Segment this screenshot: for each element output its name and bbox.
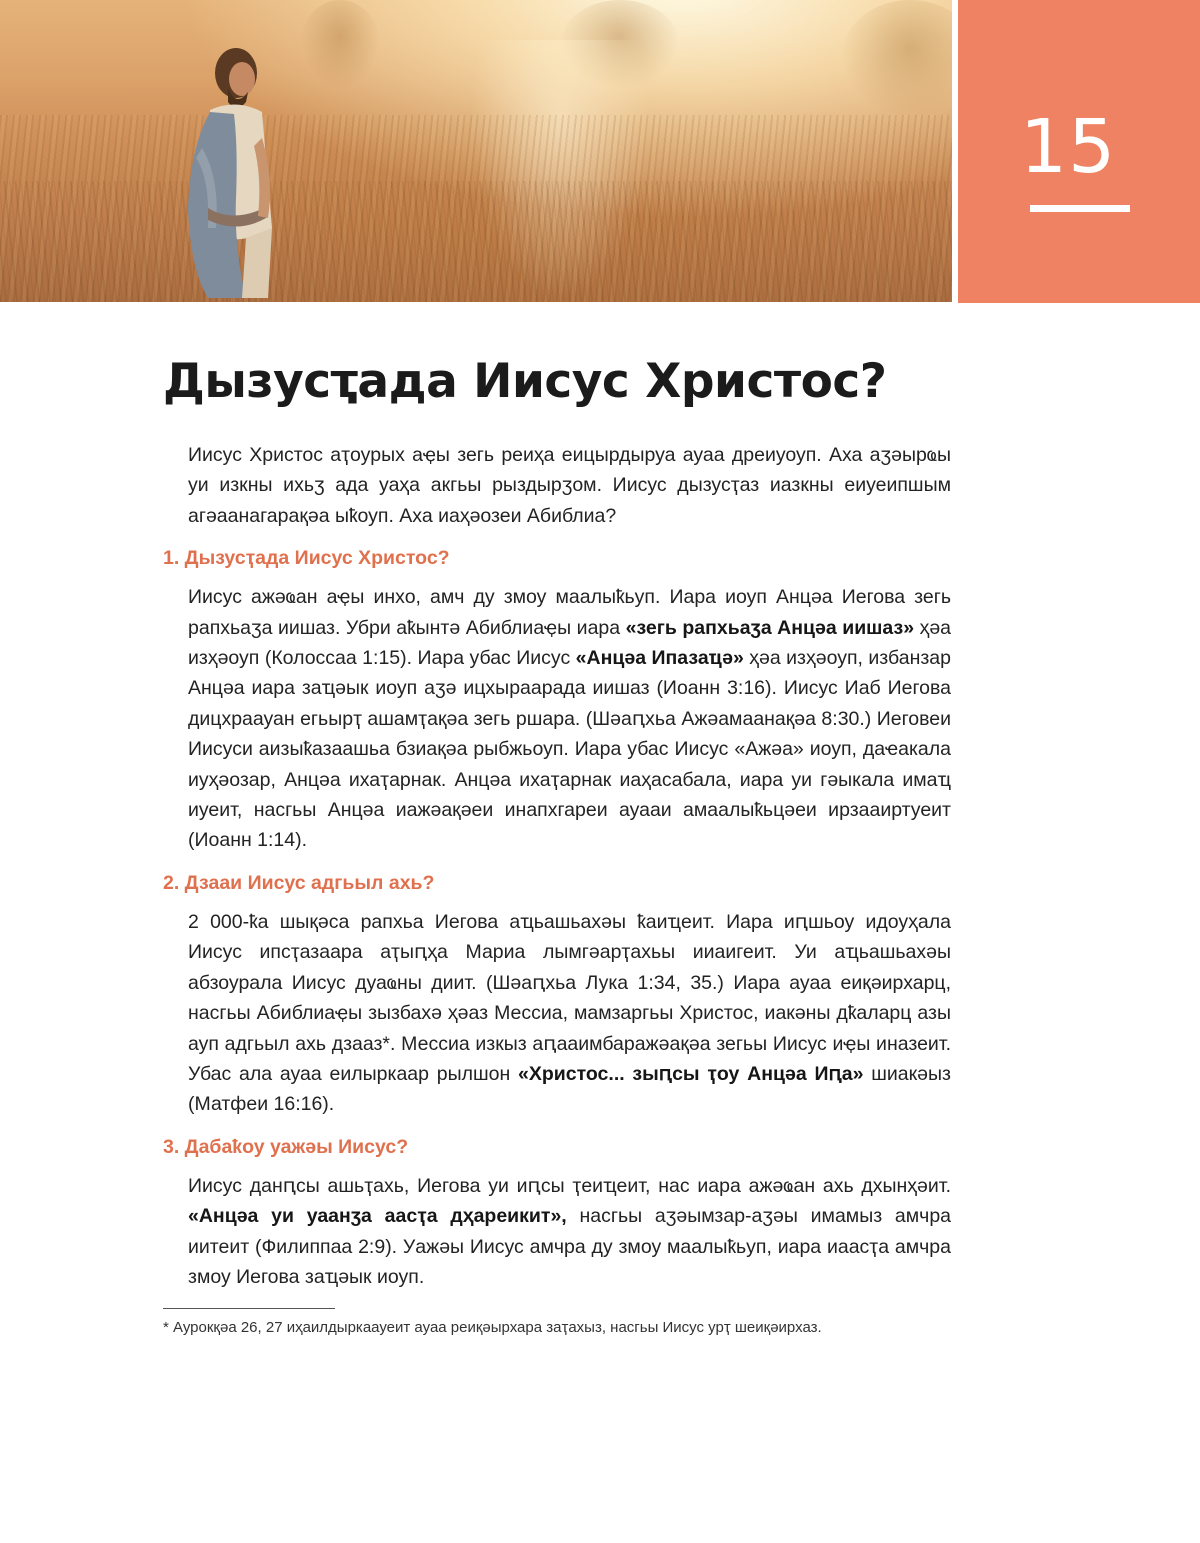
question-heading: 3. Дабаҟоу уажәы Иисус? xyxy=(163,1135,409,1158)
text-run: ҳәа изҳәоуп (Колоссаа 1:15). Иара убас Иисус xyxy=(188,616,952,670)
text-run: насгьы аӡәымзар-аӡәы имамыз амчра иитеит (Филиппаа 2:9). Уажәы Иисус амчра ду змоу маалыҟьуп, иара иаасҭа амчра змоу Иегова заҵәык иоуп. xyxy=(188,1205,952,1288)
text-run: ҳәа изҳәоуп, избанзар Анцәа иара заҵәык иоуп аӡә ицхыраарада иишаз (Иоанн 3:16). Иисус Иаб Иегова дицхраауан егьырҭ ашамҭақәа зегь ршара. (Шәаԥхьа Ажәамаанақәа 8:30.) Иеговеи Иисуси аизыҟазаашьа бзиақәа рыбжьоуп. Иара убас Иисус «Ажәа» иоуп, даҽакала иуҳәозар, Анцәа ихаҭарнак. Анцәа ихаҭарнак иаҳасабала, иара уи гәыкала имаҵ иуеит, насгьы Анцәа иажәақәеи инапхгареи ауааи амаалыҟьцәеи ирзааиртуеит (Иоанн 1:14). xyxy=(188,647,951,852)
walking-man-figure xyxy=(150,28,290,302)
question-section xyxy=(163,545,953,856)
bold-quote: «зегь рапхьаӡа Анцәа иишаз» xyxy=(625,616,915,639)
wheat-field-foreground xyxy=(0,181,952,302)
chapter-number: 15 xyxy=(1020,104,1117,190)
text-run: шиакәыз (Матфеи 16:16). xyxy=(188,1062,951,1116)
answer-paragraph xyxy=(188,1171,951,1293)
text-run: Иисус данԥсы ашьҭахь, Иегова уи иԥсы ҭеиҵеит, нас иара ажәҩан ахь дхынҳәит. xyxy=(188,1174,951,1197)
bold-quote: «Христос... зыԥсы ҭоу Анцәа Иԥа» xyxy=(518,1062,864,1085)
background-tree xyxy=(840,0,952,120)
text-run: 2 000-ҟа шықәса рапхьа Иегова аҵьашьахәы ҟаиҵеит. Иара иԥшьоу идоуҳала Иисус ипсҭазаара аҭыԥҳа Мариа лымгәарҭахьы ииаигеит. Уи аҵьашьахәы абзоурала Иисус дуаҩны диит. (Шәаԥхьа Лука 1:34, 35.) Иара ауаа еиқәирхарц, насгьы Абиблиаҿы зызбахә ҳәаз Мессиа, мамзаргьы Христос, иакәны дҟаларц азы ауп адгьыл ахь дзааз*. Мессиа изкыз аԥааимбаражәақәа зегьы Иисус иҿы иназеит. Убас ала ауаа еилыркаар рылшон xyxy=(188,910,951,1085)
footnote: * Аурокқәа 26, 27 иҳаилдыркаауеит ауаа реиқәырхара заҭахыз, насгьы Иисус урҭ шеиқәирхаз. xyxy=(163,1319,822,1337)
bold-quote: «Анцәа Ипазаҵә» xyxy=(575,647,744,670)
answer-paragraph xyxy=(188,582,951,856)
intro-paragraph: Иисус Христос аҭоурых аҿы зегь реиҳа еицырдыруа ауаа дреиуоуп. Аха аӡәырҩы уи изкны ихьӡ ада уаҳа акгьы рыздырӡом. Иисус дызусҭаз иазкны еиуеипшым агәаанагарақәа ыҟоуп. Аха иаҳәозеи Абиблиа? xyxy=(188,444,951,527)
footnote-divider xyxy=(163,1308,335,1309)
page-title: Дызусҭада Иисус Христос? xyxy=(163,354,887,409)
question-heading: 2. Дзааи Иисус адгьыл ахь? xyxy=(163,871,435,894)
text-run: Иисус ажәҩан аҿы инхо, амч ду змоу маалыҟьуп. Иара иоуп Анцәа Иегова зегь рапхьаӡа иишаз. Убри аҟынтә Абиблиаҿы иара xyxy=(188,586,951,639)
hero-photo xyxy=(0,0,952,302)
answer-paragraph xyxy=(188,907,951,1120)
chapter-number-panel xyxy=(958,0,1200,303)
bold-quote: «Анцәа уи уаанӡа аасҭа дҳареикит», xyxy=(188,1205,567,1228)
chapter-number-underline xyxy=(1030,205,1130,212)
background-tree xyxy=(300,0,380,90)
question-heading: 1. Дызусҭада Иисус Христос? xyxy=(163,547,450,570)
lesson-content xyxy=(163,440,953,1338)
question-section xyxy=(163,870,953,1120)
question-section xyxy=(163,1134,953,1293)
